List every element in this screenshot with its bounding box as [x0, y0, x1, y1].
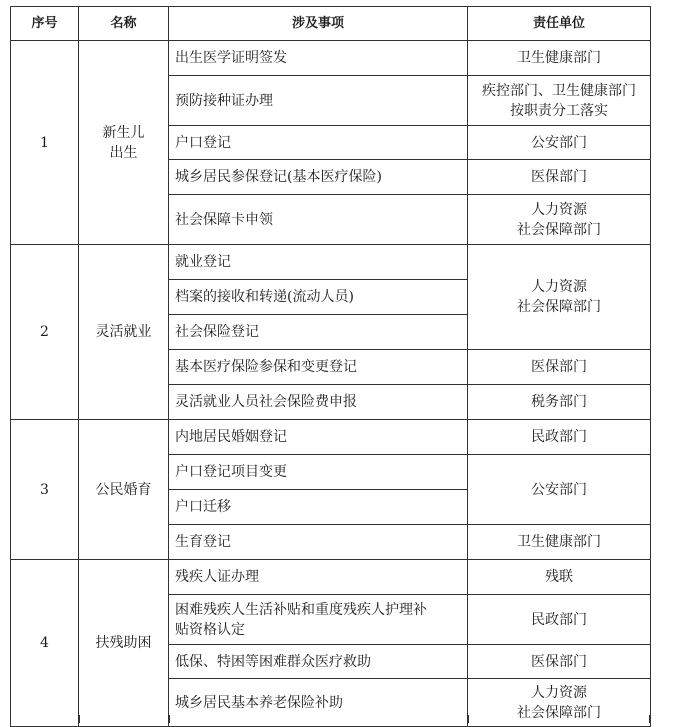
matter-cell: 户口登记项目变更: [169, 455, 468, 490]
header-row: [11, 7, 651, 41]
table-continuation: [10, 715, 650, 723]
dept-cell: 卫生健康部门: [468, 41, 651, 76]
dept-cell: 民政部门: [468, 595, 651, 645]
matter-cell: 内地居民婚姻登记: [169, 420, 468, 455]
group-seq: 4: [11, 560, 79, 727]
header-dept: 责任单位: [468, 7, 651, 41]
column-divider: [468, 715, 469, 723]
dept-cell: 公安部门: [468, 455, 651, 525]
dept-cell: 医保部门: [468, 350, 651, 385]
dept-cell: 人力资源 社会保障部门: [468, 195, 651, 245]
dept-cell: 人力资源 社会保障部门: [468, 245, 651, 350]
dept-cell: 医保部门: [468, 160, 651, 195]
dept-cell: 疾控部门、卫生健康部门 按职责分工落实: [468, 76, 651, 126]
dept-cell: 卫生健康部门: [468, 525, 651, 560]
header-name: 名称: [79, 7, 169, 41]
group-name: 灵活就业: [79, 245, 169, 420]
matter-cell: 户口迁移: [169, 490, 468, 525]
group-name: 新生儿 出生: [79, 41, 169, 245]
table-row: [11, 41, 651, 76]
dept-cell: 人力资源 社会保障部门: [468, 679, 651, 727]
dept-cell: 医保部门: [468, 645, 651, 679]
matter-cell: 出生医学证明签发: [169, 41, 468, 76]
matter-cell: 城乡居民基本养老保险补助: [169, 679, 468, 727]
table-row: [11, 560, 651, 595]
matter-cell: 生育登记: [169, 525, 468, 560]
matter-cell: 基本医疗保险参保和变更登记: [169, 350, 468, 385]
table-row: [11, 245, 651, 280]
matter-cell: 低保、特困等困难群众医疗救助: [169, 645, 468, 679]
matter-cell: 社会保险登记: [169, 315, 468, 350]
services-table: [10, 6, 651, 727]
dept-cell: 民政部门: [468, 420, 651, 455]
dept-cell: 税务部门: [468, 385, 651, 420]
group-seq: 1: [11, 41, 79, 245]
group-name: 扶残助困: [79, 560, 169, 727]
dept-cell: 残联: [468, 560, 651, 595]
dept-cell: 公安部门: [468, 126, 651, 160]
matter-cell: 灵活就业人员社会保险费申报: [169, 385, 468, 420]
matter-cell: 档案的接收和转递(流动人员): [169, 280, 468, 315]
matter-cell: 残疾人证办理: [169, 560, 468, 595]
group-seq: 2: [11, 245, 79, 420]
matter-cell: 城乡居民参保登记(基本医疗保险): [169, 160, 468, 195]
matter-cell: 就业登记: [169, 245, 468, 280]
table-row: [11, 420, 651, 455]
column-divider: [79, 715, 80, 723]
matter-cell: 困难残疾人生活补贴和重度残疾人护理补 贴资格认定: [169, 595, 468, 645]
group-name: 公民婚育: [79, 420, 169, 560]
header-seq: 序号: [11, 7, 79, 41]
matter-cell: 户口登记: [169, 126, 468, 160]
header-matter: 涉及事项: [169, 7, 468, 41]
column-divider: [169, 715, 170, 723]
matter-cell: 社会保障卡申领: [169, 195, 468, 245]
group-seq: 3: [11, 420, 79, 560]
matter-cell: 预防接种证办理: [169, 76, 468, 126]
